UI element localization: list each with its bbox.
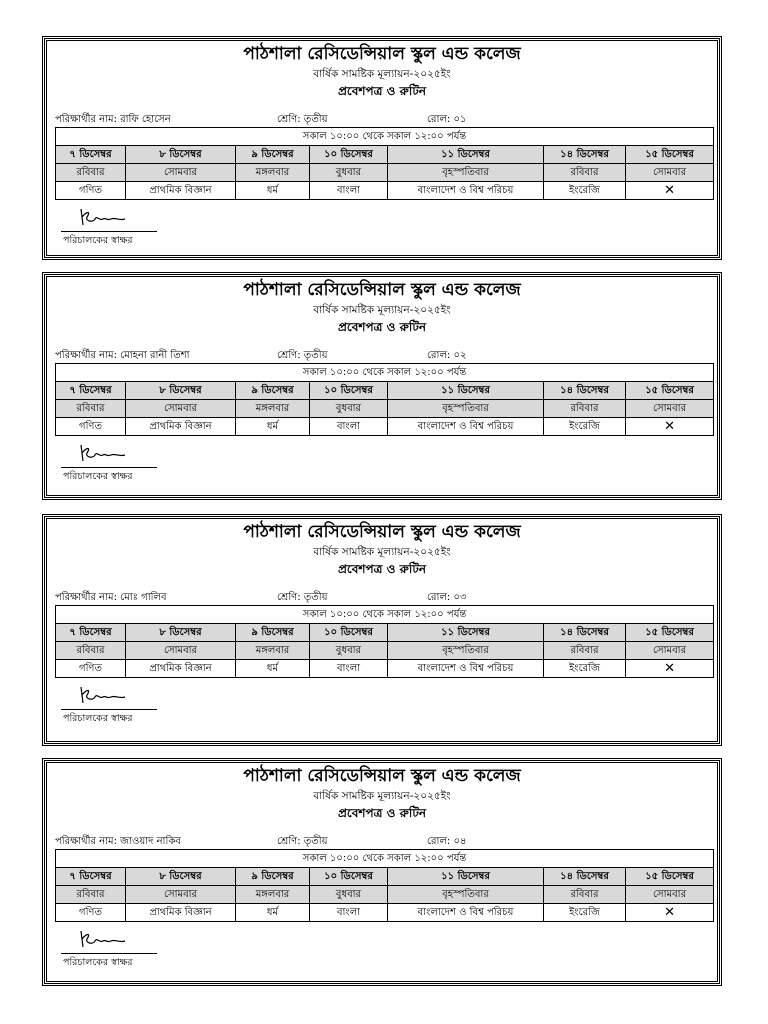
exam-name: বার্ষিক সামষ্টিক মূল্যায়ন-২০২৫ইং (313, 790, 451, 802)
day-cell: সোমবার (626, 886, 714, 904)
day-cell: সোমবার (126, 164, 236, 182)
day-cell: বুধবার (310, 400, 388, 418)
document-label: প্রবেশপত্র ও রুটিন (337, 806, 427, 820)
class-label: শ্রেণি: (277, 114, 301, 125)
exam-time: সকাল ১০:০০ থেকে সকাল ১২:০০ পর্যন্ত (56, 128, 714, 146)
student-name-field (55, 835, 181, 849)
student-name-field (55, 113, 171, 127)
date-cell: ৮ ডিসেম্বর (126, 868, 236, 886)
subject-cell: বাংলা (310, 660, 388, 678)
roll-label: রোল: (427, 592, 451, 603)
date-cell: ১৫ ডিসেম্বর (626, 868, 714, 886)
subject-cell: গণিত (56, 904, 126, 922)
subjects-row (56, 418, 714, 436)
subject-cell: ✕ (626, 418, 714, 436)
subjects-row (56, 182, 714, 200)
subject-cell: ধর্ম (236, 182, 310, 200)
exam-time: সকাল ১০:০০ থেকে সকাল ১২:০০ পর্যন্ত (56, 850, 714, 868)
day-cell: বৃহস্পতিবার (388, 400, 544, 418)
day-cell: সোমবার (626, 400, 714, 418)
roll-value: ০২ (453, 350, 467, 361)
school-name: পাঠশালা রেসিডেন্সিয়াল স্কুল এন্ড কলেজ (243, 280, 521, 300)
date-cell: ৯ ডিসেম্বর (236, 868, 310, 886)
subject-cell: ইংরেজি (544, 418, 626, 436)
class-value: তৃতীয় (303, 592, 328, 603)
exam-routine-table (55, 605, 714, 678)
day-cell: বৃহস্পতিবার (388, 886, 544, 904)
days-row (56, 164, 714, 182)
student-info (55, 835, 709, 849)
day-cell: সোমবার (126, 886, 236, 904)
roll-label: রোল: (427, 836, 451, 847)
subject-cell: ধর্ম (236, 904, 310, 922)
date-cell: ১০ ডিসেম্বর (310, 624, 388, 642)
subject-cell: বাংলা (310, 904, 388, 922)
subject-cell: প্রাথমিক বিজ্ঞান (126, 182, 236, 200)
signature-line (61, 709, 157, 710)
signature-line (61, 953, 157, 954)
class-field (277, 591, 328, 605)
student-name-label: পরিক্ষার্থীর নাম: (55, 114, 117, 125)
date-cell: ৭ ডিসেম্বর (56, 382, 126, 400)
school-name: পাঠশালা রেসিডেন্সিয়াল স্কুল এন্ড কলেজ (243, 766, 521, 786)
date-cell: ৯ ডিসেম্বর (236, 382, 310, 400)
roll-label: রোল: (427, 350, 451, 361)
date-cell: ১৫ ডিসেম্বর (626, 624, 714, 642)
subjects-row (56, 660, 714, 678)
admit-card-3 (44, 516, 720, 744)
date-cell: ১৪ ডিসেম্বর (544, 868, 626, 886)
day-cell: সোমবার (126, 642, 236, 660)
day-cell: রবিবার (56, 642, 126, 660)
roll-field (427, 835, 466, 849)
date-cell: ১১ ডিসেম্বর (388, 624, 544, 642)
subject-cell: ধর্ম (236, 660, 310, 678)
date-cell: ১৪ ডিসেম্বর (544, 624, 626, 642)
date-cell: ১১ ডিসেম্বর (388, 146, 544, 164)
dates-row (56, 624, 714, 642)
day-cell: রবিবার (544, 642, 626, 660)
roll-field (427, 113, 466, 127)
date-cell: ১১ ডিসেম্বর (388, 382, 544, 400)
class-value: তৃতীয় (303, 350, 328, 361)
roll-field (427, 349, 466, 363)
dates-row (56, 868, 714, 886)
signature-mark (77, 205, 127, 227)
signature-mark (77, 683, 127, 705)
student-info (55, 591, 709, 605)
date-cell: ১০ ডিসেম্বর (310, 868, 388, 886)
day-cell: রবিবার (56, 400, 126, 418)
day-cell: মঙ্গলবার (236, 400, 310, 418)
signature-label: পরিচালকের স্বাক্ষর (63, 957, 133, 968)
admit-card-4 (44, 760, 720, 984)
roll-field (427, 591, 466, 605)
date-cell: ১০ ডিসেম্বর (310, 146, 388, 164)
day-cell: বৃহস্পতিবার (388, 164, 544, 182)
subject-cell: ✕ (626, 182, 714, 200)
exam-time-row (56, 850, 714, 868)
subject-cell: বাংলা (310, 418, 388, 436)
day-cell: সোমবার (626, 164, 714, 182)
day-cell: মঙ্গলবার (236, 886, 310, 904)
exam-time: সকাল ১০:০০ থেকে সকাল ১২:০০ পর্যন্ত (56, 606, 714, 624)
subject-cell: গণিত (56, 182, 126, 200)
subject-cell: বাংলা (310, 182, 388, 200)
class-label: শ্রেণি: (277, 350, 301, 361)
roll-value: ০৪ (453, 836, 467, 847)
student-name-label: পরিক্ষার্থীর নাম: (55, 836, 117, 847)
exam-routine-table (55, 363, 714, 436)
school-name: পাঠশালা রেসিডেন্সিয়াল স্কুল এন্ড কলেজ (243, 522, 521, 542)
dates-row (56, 382, 714, 400)
signature-mark (77, 927, 127, 949)
date-cell: ১১ ডিসেম্বর (388, 868, 544, 886)
days-row (56, 886, 714, 904)
date-cell: ৯ ডিসেম্বর (236, 146, 310, 164)
class-value: তৃতীয় (303, 836, 328, 847)
date-cell: ৮ ডিসেম্বর (126, 146, 236, 164)
subject-cell: ইংরেজি (544, 660, 626, 678)
signature-label: পরিচালকের স্বাক্ষর (63, 471, 133, 482)
student-name-field (55, 591, 167, 605)
subject-cell: ইংরেজি (544, 182, 626, 200)
subject-cell: ধর্ম (236, 418, 310, 436)
signature-line (61, 231, 157, 232)
day-cell: রবিবার (544, 400, 626, 418)
day-cell: মঙ্গলবার (236, 164, 310, 182)
days-row (56, 400, 714, 418)
subject-cell: বাংলাদেশ ও বিশ্ব পরিচয় (388, 418, 544, 436)
class-label: শ্রেণি: (277, 592, 301, 603)
day-cell: রবিবার (544, 164, 626, 182)
date-cell: ১৫ ডিসেম্বর (626, 382, 714, 400)
day-cell: রবিবার (544, 886, 626, 904)
day-cell: বুধবার (310, 164, 388, 182)
exam-routine-table (55, 849, 714, 922)
days-row (56, 642, 714, 660)
date-cell: ৯ ডিসেম্বর (236, 624, 310, 642)
exam-name: বার্ষিক সামষ্টিক মূল্যায়ন-২০২৫ইং (313, 546, 451, 558)
student-name-value: মোঃ গালিব (120, 592, 167, 603)
subject-cell: গণিত (56, 418, 126, 436)
exam-time: সকাল ১০:০০ থেকে সকাল ১২:০০ পর্যন্ত (56, 364, 714, 382)
day-cell: রবিবার (56, 886, 126, 904)
subject-cell: বাংলাদেশ ও বিশ্ব পরিচয় (388, 660, 544, 678)
date-cell: ১৪ ডিসেম্বর (544, 382, 626, 400)
date-cell: ৭ ডিসেম্বর (56, 868, 126, 886)
document-label: প্রবেশপত্র ও রুটিন (337, 84, 427, 98)
day-cell: মঙ্গলবার (236, 642, 310, 660)
subject-cell: বাংলাদেশ ও বিশ্ব পরিচয় (388, 904, 544, 922)
day-cell: সোমবার (126, 400, 236, 418)
class-field (277, 113, 328, 127)
date-cell: ৭ ডিসেম্বর (56, 624, 126, 642)
roll-value: ০৩ (453, 592, 467, 603)
student-name-label: পরিক্ষার্থীর নাম: (55, 592, 117, 603)
school-name: পাঠশালা রেসিডেন্সিয়াল স্কুল এন্ড কলেজ (243, 44, 521, 64)
exam-routine-table (55, 127, 714, 200)
student-info (55, 349, 709, 363)
subject-cell: বাংলাদেশ ও বিশ্ব পরিচয় (388, 182, 544, 200)
admit-card-2 (44, 274, 720, 498)
subject-cell: ✕ (626, 904, 714, 922)
student-name-value: রাফি হোসেন (120, 114, 171, 125)
date-cell: ৭ ডিসেম্বর (56, 146, 126, 164)
date-cell: ৮ ডিসেম্বর (126, 382, 236, 400)
exam-name: বার্ষিক সামষ্টিক মূল্যায়ন-২০২৫ইং (313, 304, 451, 316)
document-label: প্রবেশপত্র ও রুটিন (337, 562, 427, 576)
class-label: শ্রেণি: (277, 836, 301, 847)
day-cell: বুধবার (310, 642, 388, 660)
class-value: তৃতীয় (303, 114, 328, 125)
roll-label: রোল: (427, 114, 451, 125)
subject-cell: প্রাথমিক বিজ্ঞান (126, 660, 236, 678)
exam-time-row (56, 128, 714, 146)
class-field (277, 835, 328, 849)
subjects-row (56, 904, 714, 922)
subject-cell: ইংরেজি (544, 904, 626, 922)
date-cell: ১৪ ডিসেম্বর (544, 146, 626, 164)
dates-row (56, 146, 714, 164)
day-cell: বৃহস্পতিবার (388, 642, 544, 660)
student-name-value: মোহনা রানী তিশা (120, 350, 190, 361)
day-cell: বুধবার (310, 886, 388, 904)
subject-cell: প্রাথমিক বিজ্ঞান (126, 904, 236, 922)
day-cell: রবিবার (56, 164, 126, 182)
student-name-label: পরিক্ষার্থীর নাম: (55, 350, 117, 361)
date-cell: ৮ ডিসেম্বর (126, 624, 236, 642)
date-cell: ১০ ডিসেম্বর (310, 382, 388, 400)
subject-cell: গণিত (56, 660, 126, 678)
subject-cell: প্রাথমিক বিজ্ঞান (126, 418, 236, 436)
document-label: প্রবেশপত্র ও রুটিন (337, 320, 427, 334)
admit-card-1 (44, 38, 720, 258)
exam-time-row (56, 606, 714, 624)
student-name-field (55, 349, 190, 363)
signature-mark (77, 441, 127, 463)
student-name-value: জাওয়াদ নাকিব (120, 836, 181, 847)
signature-line (61, 467, 157, 468)
student-info (55, 113, 709, 127)
roll-value: ০১ (453, 114, 467, 125)
exam-name: বার্ষিক সামষ্টিক মূল্যায়ন-২০২৫ইং (313, 68, 451, 80)
class-field (277, 349, 328, 363)
date-cell: ১৫ ডিসেম্বর (626, 146, 714, 164)
exam-time-row (56, 364, 714, 382)
signature-label: পরিচালকের স্বাক্ষর (63, 235, 133, 246)
subject-cell: ✕ (626, 660, 714, 678)
day-cell: সোমবার (626, 642, 714, 660)
signature-label: পরিচালকের স্বাক্ষর (63, 713, 133, 724)
